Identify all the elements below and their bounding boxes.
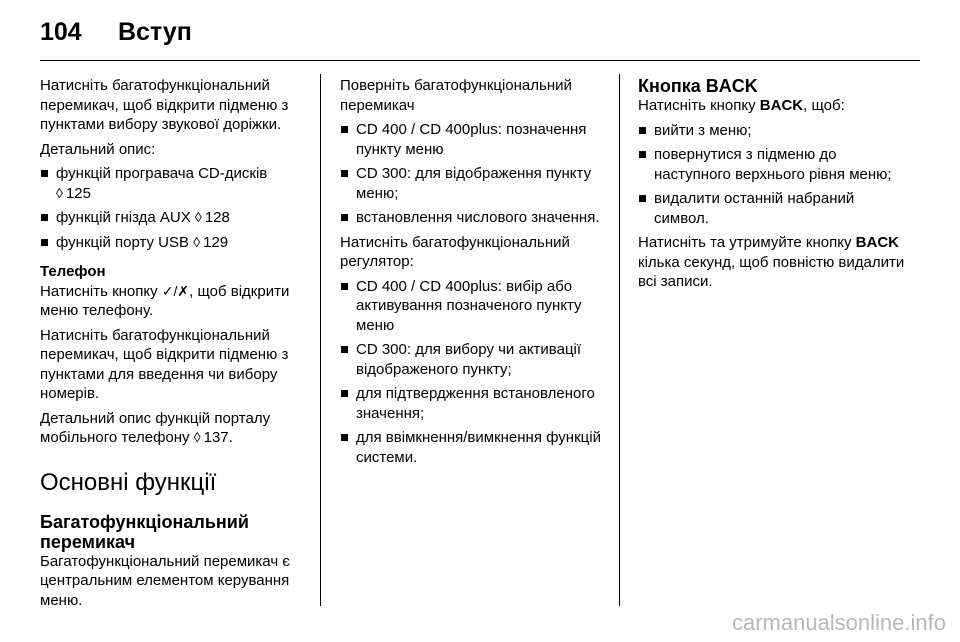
list-item: встановлення числового значення.	[340, 208, 612, 228]
paragraph	[638, 233, 910, 292]
list-item-text: функцій програвача CD-дисків	[56, 165, 268, 182]
list-item	[40, 233, 312, 253]
list-item-text: функцій гнізда AUX	[56, 209, 191, 226]
bullet-list	[340, 277, 612, 468]
paragraph-text: Детальний опис функцій порталу мобільного телефону	[40, 409, 271, 446]
bullet-list	[340, 120, 612, 228]
section-heading-phone: Телефон	[40, 263, 106, 280]
paragraph-text: Натисніть та утримуйте кнопку	[638, 234, 852, 251]
paragraph: Багатофункціональний перемикач є центральним елементом керування меню.	[40, 552, 290, 609]
paragraph-text: Натисніть кнопку	[638, 97, 756, 114]
header-rule	[40, 60, 920, 61]
list-item: повернутися з підменю до наступного верхнього рівня меню;	[638, 145, 910, 184]
column-3	[638, 76, 910, 297]
page-ref-icon: ◊	[194, 209, 202, 225]
paragraph	[40, 409, 312, 448]
paragraph: Натисніть багатофункціональний перемикач, щоб відкрити підменю з пунктами вибору звукової доріжки.	[40, 77, 289, 133]
page-ref-icon: ◊	[193, 429, 201, 445]
bullet-list	[638, 121, 910, 229]
column-1	[40, 76, 312, 615]
list-item	[40, 208, 312, 228]
paragraph-text: , щоб:	[803, 97, 845, 114]
section-heading-multifunction: Багатофункціональний перемикач	[40, 511, 249, 552]
paragraph: Детальний опис:	[40, 140, 156, 158]
paragraph-text: , щоб відкрити меню телефону.	[40, 282, 290, 319]
paragraph-text: .	[228, 429, 233, 446]
paragraph	[40, 282, 312, 321]
page-ref-icon: ◊	[56, 184, 63, 201]
paragraph: Натисніть багатофункціональний регулятор:	[340, 233, 570, 270]
column-divider-2	[619, 74, 620, 606]
list-item: вийти з меню;	[638, 121, 910, 141]
back-key-label: BACK	[855, 234, 899, 251]
list-item: видалити останній набраний символ.	[638, 189, 910, 228]
list-item: CD 400 / CD 400plus: позначення пункту меню	[340, 120, 612, 159]
page-ref: 137	[203, 429, 229, 446]
page-ref: 128	[204, 209, 230, 226]
list-item-text: функцій порту USB	[56, 233, 190, 251]
paragraph-text: Натисніть кнопку	[40, 282, 158, 300]
list-item: для ввімкнення/вимкнення функцій системи.	[340, 428, 612, 467]
back-key-label: BACK	[759, 97, 804, 114]
paragraph: Поверніть багатофункціональний перемикач	[340, 77, 572, 114]
column-2	[340, 76, 612, 472]
paragraph-text: кілька секунд, щоб повністю видалити всі записи.	[638, 253, 905, 290]
page-ref: 125	[65, 184, 91, 202]
column-divider-1	[320, 74, 321, 606]
bullet-list	[40, 164, 312, 252]
list-item: для підтвердження встановленого значення;	[340, 384, 612, 423]
page-number: 104	[40, 18, 82, 46]
watermark: carmanualsonline.info	[731, 610, 946, 635]
list-item: CD 300: для відображення пункту меню;	[340, 164, 612, 203]
page-ref-icon: ◊	[193, 233, 201, 250]
page-ref: 129	[203, 233, 229, 251]
list-item	[40, 164, 312, 203]
chapter-heading: Основні функції	[40, 468, 217, 496]
phone-call-icon: ✓/✗	[161, 282, 190, 299]
list-item: CD 400 / CD 400plus: вибір або активування позначеного пункту меню	[340, 277, 612, 336]
paragraph	[638, 96, 910, 116]
list-item: CD 300: для вибору чи активації відображеного пункту;	[340, 340, 612, 379]
paragraph: Натисніть багатофункціональний перемикач, щоб відкрити підменю з пунктами для введення чи вибору номерів.	[40, 326, 289, 402]
section-heading-back: Кнопка BACK	[638, 76, 758, 96]
page-title: Вступ	[118, 18, 192, 46]
